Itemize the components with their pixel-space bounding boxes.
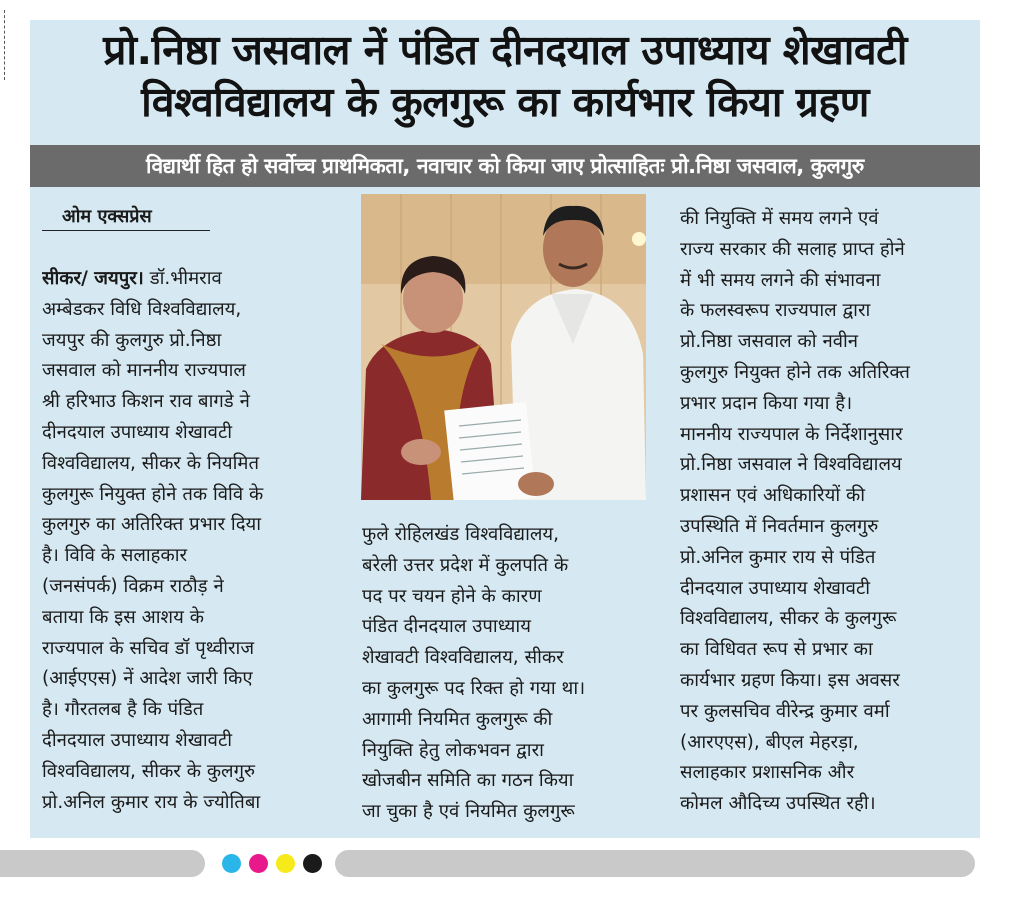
column-3 <box>680 204 980 820</box>
byline: ओम एक्सप्रेस <box>42 204 210 231</box>
text-line: शेखावटी विश्वविद्यालय, सीकर <box>362 647 564 669</box>
text-line: फुले रोहिलखंड विश्वविद्यालय, <box>362 524 560 545</box>
text-line: बताया कि इस आशय के <box>42 606 204 628</box>
registration-dot-yellow <box>276 854 295 873</box>
text-line: अम्बेडकर विधि विश्वविद्यालय, <box>42 298 242 320</box>
column-2 <box>362 520 662 828</box>
footer-bar-left <box>0 850 205 877</box>
text-line: जसवाल को माननीय राज्यपाल <box>42 360 246 382</box>
column-1-first-text: डॉ.भीमराव <box>143 268 222 289</box>
headline-line-1: प्रो.निष्ठा जसवाल नें पंडित दीनदयाल उपाध्याय शेखावटी <box>103 26 907 74</box>
text-line: प्रशासन एवं अधिकारियों की <box>680 485 866 507</box>
text-line: सलाहकार प्रशासनिक और <box>680 762 855 784</box>
text-line: राज्य सरकार की सलाह प्राप्त होने <box>680 238 905 260</box>
crop-mark <box>4 10 5 80</box>
text-line: का विधिवत रूप से प्रभार का <box>680 639 873 661</box>
text-line: में भी समय लगने की संभावना <box>680 269 881 291</box>
text-line: उपस्थिति में निवर्तमान कुलगुरु <box>680 515 879 537</box>
text-line: जा चुका है एवं नियमित कुलगुरू <box>362 801 575 823</box>
headline <box>30 24 980 128</box>
text-line: प्रो.अनिल कुमार राय से पंडित <box>680 546 876 568</box>
text-line: दीनदयाल उपाध्याय शेखावटी <box>42 729 233 751</box>
text-line: श्री हरिभाउ किशन राव बागडे ने <box>42 391 250 413</box>
dateline: सीकर/ जयपुर। <box>42 268 144 289</box>
text-line: विश्वविद्यालय, सीकर के कुलगुरू <box>680 608 897 630</box>
text-line: प्रो.निष्ठा जसवाल को नवीन <box>680 331 859 353</box>
text-line: पर कुलसचिव वीरेन्द्र कुमार वर्मा <box>680 700 890 722</box>
text-line: (आरएएस), बीएल मेहरड़ा, <box>680 731 859 753</box>
registration-dot-cyan <box>222 854 241 873</box>
news-photo <box>361 194 646 500</box>
text-line: (जनसंपर्क) विक्रम राठौड़ ने <box>42 575 224 597</box>
registration-dot-magenta <box>249 854 268 873</box>
text-line: जयपुर की कुलगुरु प्रो.निष्ठा <box>42 329 222 351</box>
column-1 <box>42 264 342 818</box>
text-line: प्रभार प्रदान किया गया है। <box>680 392 853 414</box>
text-line: (आईएएस) नें आदेश जारी किए <box>42 668 253 690</box>
text-line: कुलगुरु नियुक्त होने तक अतिरिक्त <box>680 361 910 383</box>
text-line: के फलस्वरूप राज्यपाल द्वारा <box>680 300 871 322</box>
text-line: आगामी नियमित कुलगुरू की <box>362 708 553 730</box>
column-1-first-line <box>42 264 342 295</box>
text-line: की नियुक्ति में समय लगने एवं <box>680 208 879 229</box>
headline-line-2: विश्वविद्यालय के कुलगुरू का कार्यभार किया ग्रहण <box>141 78 869 126</box>
text-line: दीनदयाल उपाध्याय शेखावटी <box>680 577 871 599</box>
text-line: खोजबीन समिति का गठन किया <box>362 770 574 792</box>
text-line: है। विवि के सलाहकार <box>42 545 188 567</box>
footer-bar-right <box>335 850 975 877</box>
text-line: कुलगुरू नियुक्त होने तक विवि के <box>42 483 264 505</box>
text-line: माननीय राज्यपाल के निर्देशानुसार <box>680 423 903 445</box>
text-line: पद पर चयन होने के कारण <box>362 585 542 607</box>
text-line: पंडित दीनदयाल उपाध्याय <box>362 616 531 638</box>
text-line: नियुक्ति हेतु लोकभवन द्वारा <box>362 739 544 761</box>
registration-dot-black <box>303 854 322 873</box>
text-line: विश्वविद्यालय, सीकर के नियमित <box>42 452 260 474</box>
text-line: राज्यपाल के सचिव डॉ पृथ्वीराज <box>42 637 255 659</box>
text-line: कार्यभार ग्रहण किया। इस अवसर <box>680 669 900 691</box>
text-line: प्रो.अनिल कुमार राय के ज्योतिबा <box>42 791 261 813</box>
photo-illustration <box>361 194 646 500</box>
text-line: कोमल औदिच्य उपस्थित रही। <box>680 793 876 815</box>
text-line: कुलगुरु का अतिरिक्त प्रभार दिया <box>42 514 262 536</box>
text-line: है। गौरतलब है कि पंडित <box>42 699 204 721</box>
text-line: का कुलगुरू पद रिक्त हो गया था। <box>362 677 586 699</box>
subheadline: विद्यार्थी हित हो सर्वोच्च प्राथमिकता, नवाचार को किया जाए प्रोत्साहितः प्रो.निष्ठा जसवाल, कुलगुरु <box>30 145 980 187</box>
text-line: प्रो.निष्ठा जसवाल ने विश्वविद्यालय <box>680 454 902 476</box>
text-line: दीनदयाल उपाध्याय शेखावटी <box>42 421 233 443</box>
text-line: बरेली उत्तर प्रदेश में कुलपति के <box>362 554 569 576</box>
text-line: विश्वविद्यालय, सीकर के कुलगुरु <box>42 760 256 782</box>
